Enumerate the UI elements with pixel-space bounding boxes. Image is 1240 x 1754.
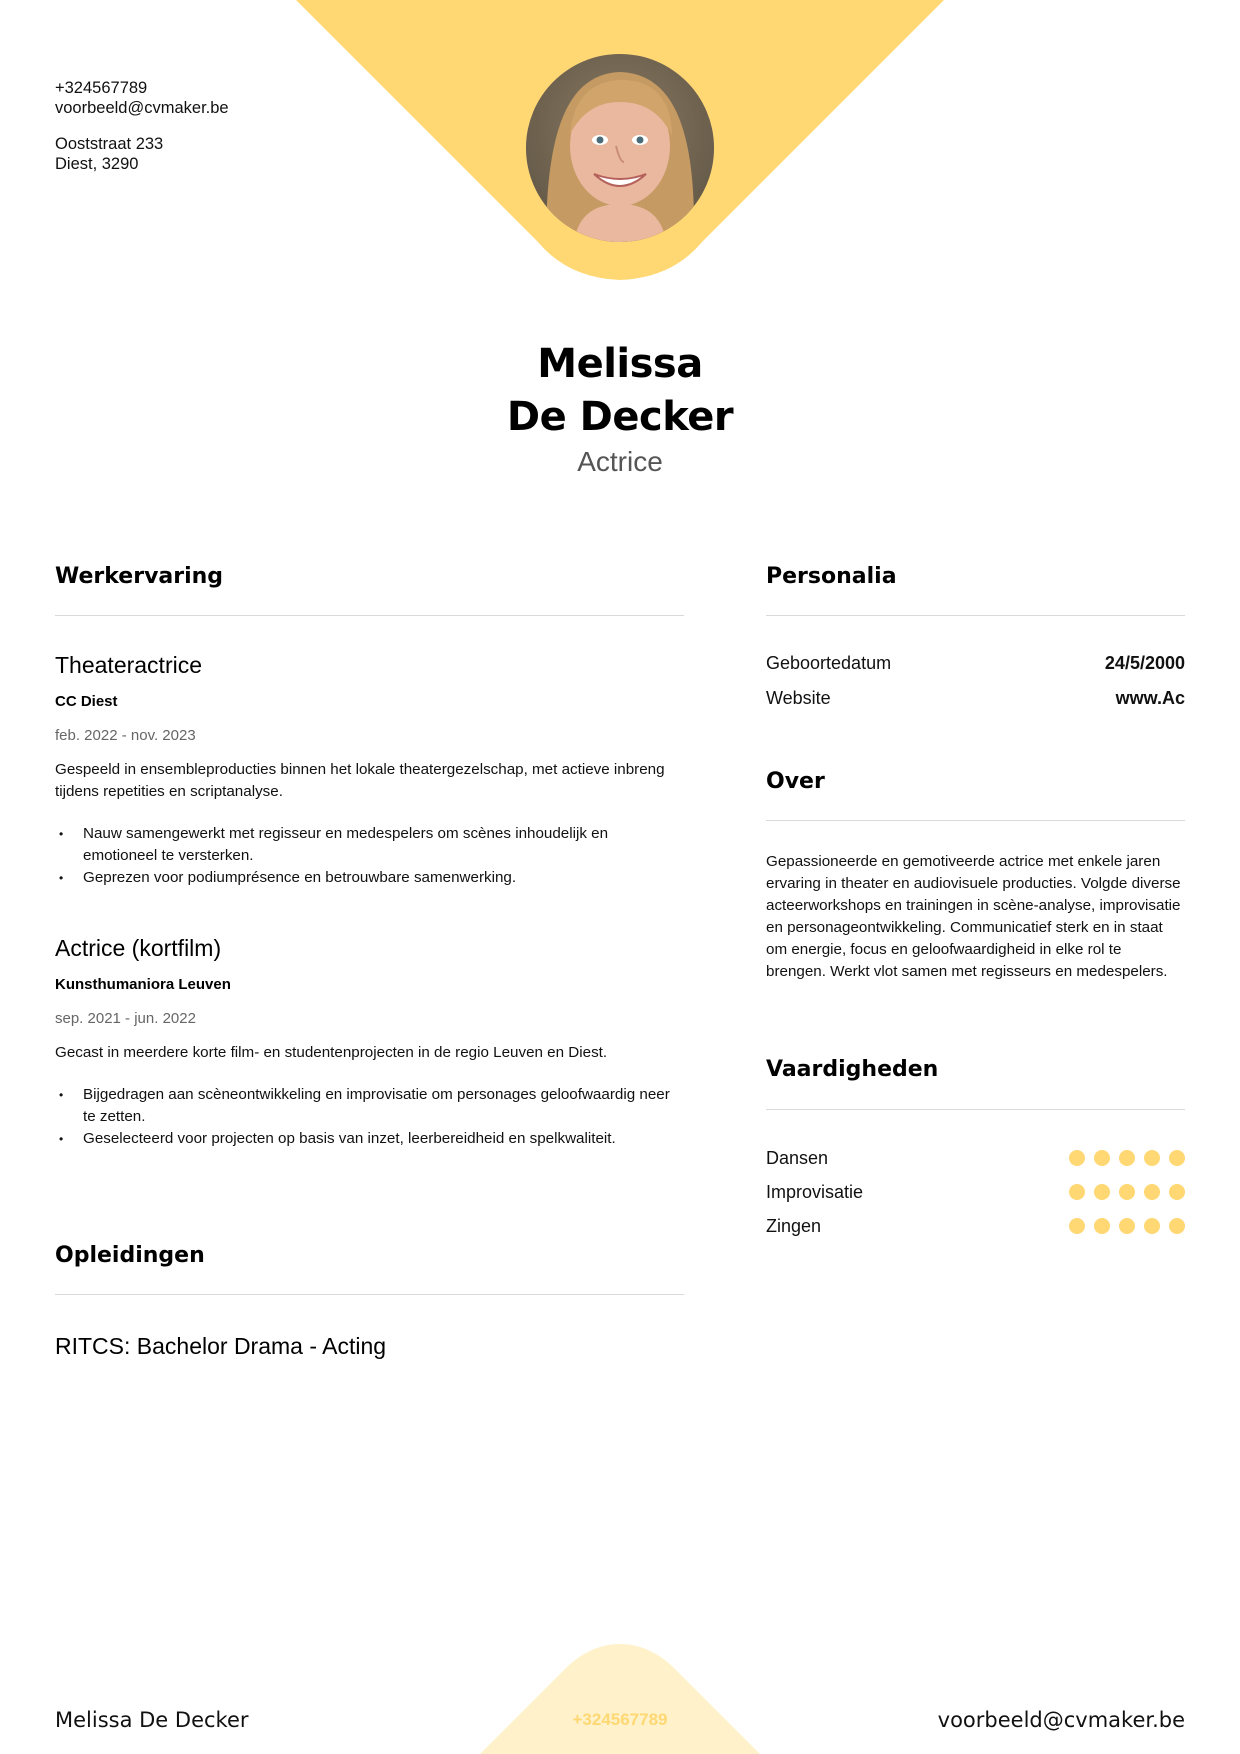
job-title: Theateractrice bbox=[55, 652, 203, 678]
skill-dot bbox=[1144, 1218, 1160, 1234]
skill-dot bbox=[1144, 1184, 1160, 1200]
education-title: RITCS: Bachelor Drama - Acting bbox=[55, 1333, 387, 1359]
contact-street: Ooststraat 233 bbox=[55, 135, 164, 153]
footer-name: Melissa De Decker bbox=[55, 1708, 249, 1732]
job-summary: Gespeeld in ensembleproducties binnen het lokale theatergezelschap, met actieve inbreng tijdens repetities en scriptanalyse. bbox=[55, 761, 665, 800]
section-title-personal: Personalia bbox=[766, 564, 897, 589]
personal-value: 24/5/2000 bbox=[1104, 653, 1185, 673]
skill-dot bbox=[1144, 1150, 1160, 1166]
skills-list bbox=[766, 1141, 1185, 1243]
skill-name: Zingen bbox=[766, 1215, 822, 1236]
contact-city: Diest, 3290 bbox=[55, 155, 139, 173]
divider bbox=[766, 820, 1185, 821]
section-title-skills: Vaardigheden bbox=[766, 1057, 939, 1082]
footer-accent-shape bbox=[0, 1640, 1240, 1754]
divider bbox=[55, 1294, 684, 1295]
skill-dot bbox=[1119, 1184, 1135, 1200]
skill-name: Dansen bbox=[766, 1147, 829, 1168]
job-date: sep. 2021 - jun. 2022 bbox=[55, 1010, 196, 1027]
section-title-education: Opleidingen bbox=[55, 1243, 205, 1268]
personal-row-birthdate bbox=[766, 646, 1185, 681]
personal-label: Geboortedatum bbox=[766, 653, 892, 673]
personal-value: www.Ac bbox=[1115, 688, 1185, 708]
skill-dot bbox=[1169, 1184, 1185, 1200]
skill-name: Improvisatie bbox=[766, 1181, 864, 1202]
skill-level-dots bbox=[1069, 1184, 1185, 1200]
job-title: Actrice (kortfilm) bbox=[55, 935, 222, 961]
list-item: • Nauw samengewerkt met regisseur en medespelers om scènes inhoudelijk en emotioneel te versterken. bbox=[55, 823, 684, 867]
skill-dot bbox=[1169, 1150, 1185, 1166]
job-bullets bbox=[55, 1084, 684, 1150]
profile-photo bbox=[526, 54, 714, 242]
skill-level-dots bbox=[1069, 1150, 1185, 1166]
job-bullets bbox=[55, 823, 684, 889]
list-item: • Geprezen voor podiumprésence en betrouwbare samenwerking. bbox=[55, 867, 684, 889]
skill-row bbox=[766, 1175, 1185, 1209]
footer-phone: +324567789 bbox=[572, 1710, 668, 1729]
list-item: • Geselecteerd voor projecten op basis van inzet, leerbereidheid en spelkwaliteit. bbox=[55, 1128, 684, 1150]
job-date: feb. 2022 - nov. 2023 bbox=[55, 727, 196, 744]
divider bbox=[766, 615, 1185, 616]
skill-dot bbox=[1119, 1150, 1135, 1166]
contact-block bbox=[55, 78, 229, 174]
skill-dot bbox=[1069, 1150, 1085, 1166]
about-text: Gepassioneerde en gemotiveerde actrice met enkele jaren ervaring in theater en audiovisuele producties. Volgde diverse acteerworkshops en trainingen in scène-analyse, improvisatie en personageontwikkeling. Communicatief sterk en in staat om energie, focus en geloofwaardigheid in elke rol te brengen. Werkt vlot samen met regisseurs en medespelers. bbox=[766, 853, 1181, 980]
job-role: Actrice bbox=[577, 446, 663, 477]
job-organization: CC Diest bbox=[55, 693, 118, 710]
first-name: Melissa bbox=[537, 341, 703, 387]
profile-photo-icon bbox=[526, 54, 714, 242]
footer-email: voorbeeld@cvmaker.be bbox=[937, 1708, 1185, 1732]
skill-dot bbox=[1069, 1184, 1085, 1200]
skill-row bbox=[766, 1141, 1185, 1175]
skill-level-dots bbox=[1069, 1218, 1185, 1234]
job-summary: Gecast in meerdere korte film- en studentenprojecten in de regio Leuven en Diest. bbox=[55, 1044, 608, 1061]
job-entry bbox=[55, 652, 684, 889]
job-entry bbox=[55, 935, 684, 1150]
skill-dot bbox=[1094, 1150, 1110, 1166]
personal-row-website bbox=[766, 681, 1185, 716]
section-title-experience: Werkervaring bbox=[55, 564, 224, 589]
divider bbox=[766, 1109, 1185, 1110]
job-organization: Kunsthumaniora Leuven bbox=[55, 976, 231, 993]
skill-dot bbox=[1119, 1218, 1135, 1234]
contact-phone: +324567789 bbox=[55, 79, 148, 97]
section-title-about: Over bbox=[766, 769, 825, 794]
contact-email: voorbeeld@cvmaker.be bbox=[55, 99, 229, 117]
skill-dot bbox=[1094, 1218, 1110, 1234]
divider bbox=[55, 615, 684, 616]
skill-dot bbox=[1094, 1184, 1110, 1200]
personal-details bbox=[766, 646, 1185, 716]
list-item: • Bijgedragen aan scèneontwikkeling en improvisatie om personages geloofwaardig neer te zetten. bbox=[55, 1084, 684, 1128]
last-name: De Decker bbox=[506, 394, 734, 440]
personal-label: Website bbox=[766, 688, 831, 708]
skill-row bbox=[766, 1209, 1185, 1243]
skill-dot bbox=[1069, 1218, 1085, 1234]
skill-dot bbox=[1169, 1218, 1185, 1234]
